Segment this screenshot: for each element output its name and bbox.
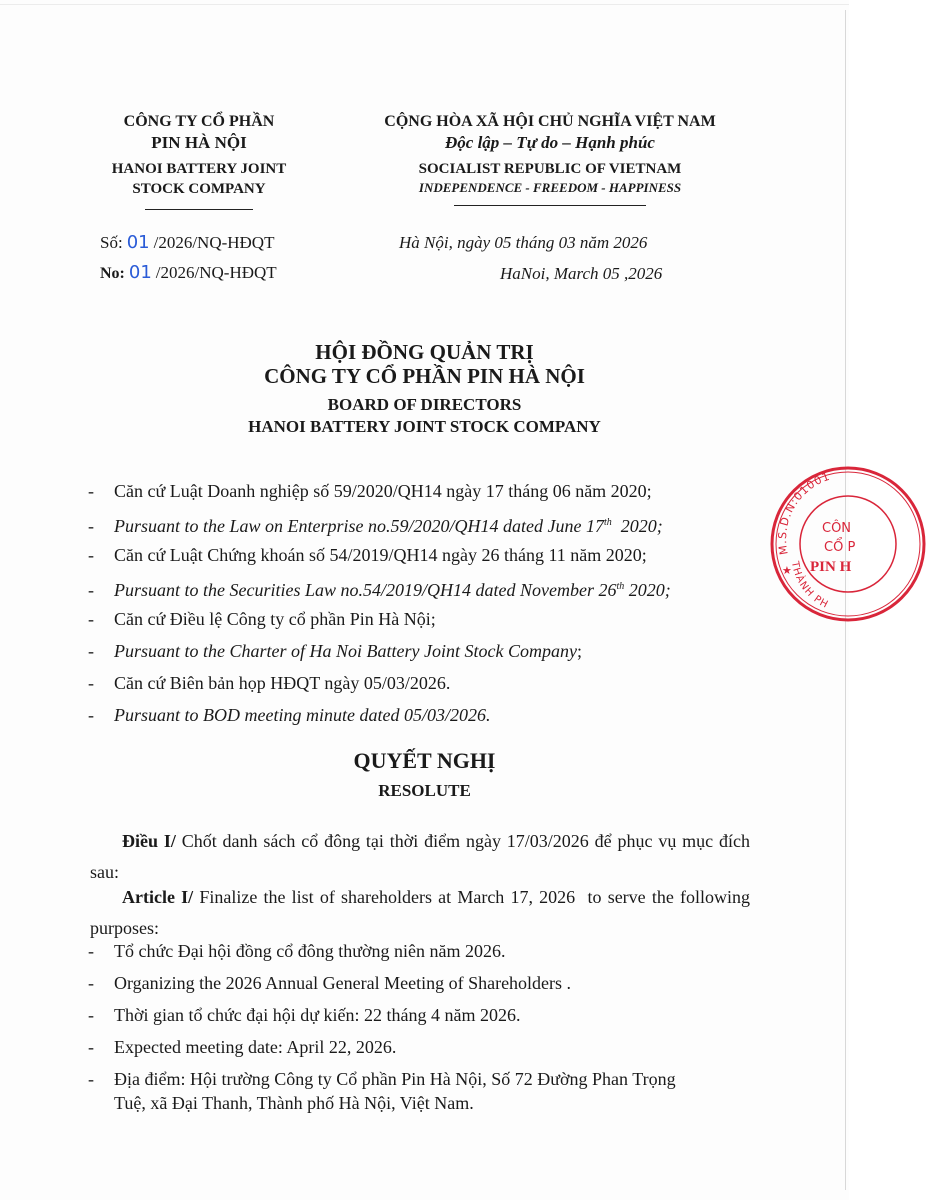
resolution-title-vn: QUYẾT NGHỊ (353, 748, 496, 773)
article-1-label-en: Article I/ (122, 887, 194, 907)
purpose-text: Expected meeting date: April 22, 2026. (114, 1037, 397, 1057)
basis-item (88, 576, 768, 601)
company-seal-stamp (766, 462, 926, 622)
bullet-dash: - (88, 641, 94, 661)
basis-item (88, 704, 768, 726)
purpose-item (88, 1036, 768, 1058)
purpose-item (88, 1068, 768, 1090)
purpose-item (88, 940, 768, 962)
republic-name-en: SOCIALIST REPUBLIC OF VIETNAM (418, 161, 682, 177)
purpose-item (88, 972, 768, 994)
document-number-vn (100, 232, 274, 253)
seal-inner-line-2: CỔ P (824, 540, 856, 555)
basis-tail: 2020; (611, 516, 663, 536)
ref-suffix: /2026/NQ-HĐQT (153, 233, 275, 252)
basis-item (88, 480, 768, 502)
basis-tail: 2020; (624, 580, 671, 600)
company-name-vn-1: CÔNG TY CỔ PHẦN (123, 113, 275, 130)
purpose-item (88, 1004, 768, 1026)
article-1-text-en: Finalize the list of shareholders at March 17, 2026 to serve the following purposes: (90, 887, 755, 938)
basis-text: Pursuant to the Law on Enterprise no.59/2020/QH14 dated June 17 (114, 516, 604, 536)
article-1-text-vn: Chốt danh sách cổ đông tại thời điểm ngày 17/03/2026 để phục vụ mục đích sau: (90, 831, 750, 882)
bullet-dash: - (88, 545, 94, 565)
basis-sup: th (603, 517, 612, 528)
basis-item (88, 544, 768, 566)
company-name-en-2: STOCK COMPANY (132, 181, 266, 197)
basis-text: Pursuant to the Securities Law no.54/2019/QH14 dated November 26 (114, 580, 617, 600)
scan-edge-top (0, 4, 849, 5)
basis-text: Căn cứ Luật Doanh nghiệp số 59/2020/QH14 ngày 17 tháng 06 năm 2020; (114, 481, 652, 501)
bullet-dash: - (88, 941, 94, 961)
company-name-en-1: HANOI BATTERY JOINT (111, 161, 287, 177)
bullet-dash: - (88, 516, 94, 536)
resolution-title-en: RESOLUTE (378, 781, 471, 800)
bullet-dash: - (88, 1037, 94, 1057)
issuer-en-1: BOARD OF DIRECTORS (327, 395, 522, 414)
seal-ring-text: M.S.D.N:01001 (776, 469, 833, 556)
purpose-text: Địa điểm: Hội trường Công ty Cổ phần Pin Hà Nội, Số 72 Đường Phan Trọng (114, 1069, 676, 1089)
date-en: HaNoi, March 05 ,2026 (500, 264, 663, 283)
basis-text: Căn cứ Luật Chứng khoán số 54/2019/QH14 ngày 26 tháng 11 năm 2020; (114, 545, 647, 565)
bullet-dash: - (88, 705, 94, 725)
bullet-dash: - (88, 1069, 94, 1089)
bullet-dash: - (88, 673, 94, 693)
purpose-text: Organizing the 2026 Annual General Meeting of Shareholders . (114, 973, 572, 993)
ref-suffix: /2026/NQ-HĐQT (155, 263, 277, 282)
company-name-vn-2: PIN HÀ NỘI (151, 133, 247, 152)
purpose-text: Tổ chức Đại hội đồng cổ đông thường niên năm 2026. (114, 941, 506, 961)
resolution-heading (0, 748, 849, 802)
bullet-dash: - (88, 609, 94, 629)
article-1-en (90, 882, 755, 944)
ref-number-handwritten: 01 (126, 232, 150, 253)
basis-sup: th (616, 581, 625, 592)
motto-vn: Độc lập – Tự do – Hạnh phúc (445, 133, 655, 152)
basis-text: Pursuant to BOD meeting minute dated 05/03/2026. (114, 705, 491, 725)
basis-text: Pursuant to the Charter of Ha Noi Battery Joint Stock Company (114, 641, 577, 661)
article-1-label-vn: Điều I/ (122, 831, 176, 851)
seal-ring-bottom-text: THÀNH PH (788, 560, 831, 611)
ref-number-handwritten: 01 (128, 262, 152, 283)
basis-item (88, 608, 768, 630)
bullet-dash: - (88, 481, 94, 501)
company-header (90, 112, 308, 210)
purpose-item-continued (88, 1092, 768, 1114)
bullet-dash: - (88, 1005, 94, 1025)
date-vn: Hà Nội, ngày 05 tháng 03 năm 2026 (399, 233, 648, 252)
header-divider-left (145, 209, 253, 210)
basis-text: Căn cứ Điều lệ Công ty cổ phần Pin Hà Nội; (114, 609, 436, 629)
issuer-vn-1: HỘI ĐỒNG QUẢN TRỊ (315, 340, 534, 364)
header-divider-right (454, 205, 646, 206)
ref-prefix-en: No: (100, 265, 125, 282)
bullet-dash: - (88, 973, 94, 993)
national-header (355, 112, 745, 206)
basis-item (88, 672, 768, 694)
issuer-vn-2: CÔNG TY CỔ PHẦN PIN HÀ NỘI (264, 364, 585, 388)
article-1-vn (90, 826, 750, 888)
basis-item (88, 512, 768, 537)
seal-inner-line-1: CÔN (822, 521, 852, 536)
basis-item (88, 640, 768, 662)
seal-star-icon: ★ (782, 565, 792, 577)
issuer-en-2: HANOI BATTERY JOINT STOCK COMPANY (248, 417, 601, 436)
republic-name-vn: CỘNG HÒA XÃ HỘI CHỦ NGHĨA VIỆT NAM (384, 113, 716, 130)
basis-text: Căn cứ Biên bản họp HĐQT ngày 05/03/2026. (114, 673, 451, 693)
purpose-text: Thời gian tổ chức đại hội dự kiến: 22 tháng 4 năm 2026. (114, 1005, 521, 1025)
issuer-block (0, 340, 849, 438)
seal-inner-line-3: PIN H (810, 559, 852, 575)
basis-tail: ; (576, 641, 582, 661)
document-number-en (100, 262, 277, 283)
bullet-dash: - (88, 580, 94, 600)
ref-prefix-vn: Số: (100, 233, 123, 252)
motto-en: INDEPENDENCE - FREEDOM - HAPPINESS (418, 180, 682, 195)
purpose-text: Tuệ, xã Đại Thanh, Thành phố Hà Nội, Việt Nam. (114, 1093, 474, 1113)
